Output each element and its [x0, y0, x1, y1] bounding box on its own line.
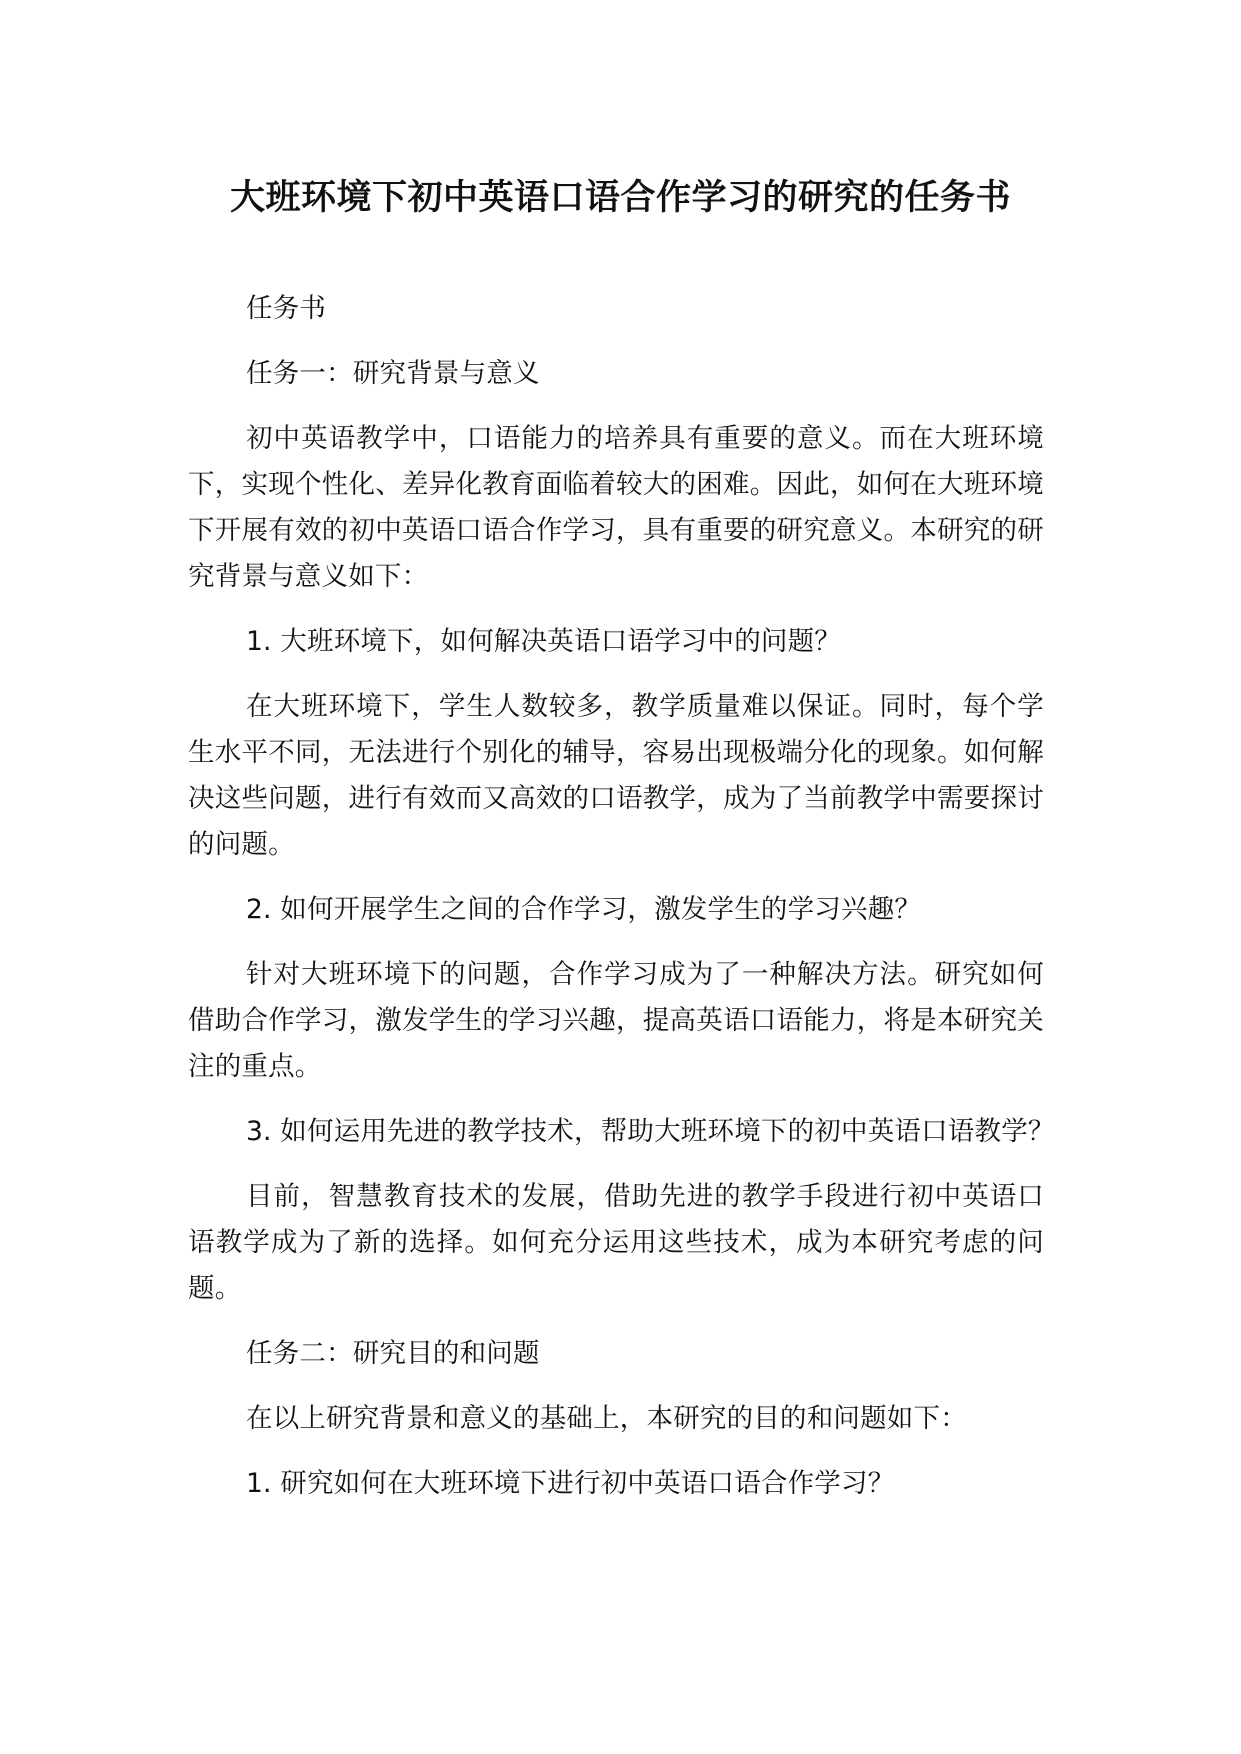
paragraph-heading-task-book: 任务书	[246, 293, 327, 324]
document-title: 大班环境下初中英语口语合作学习的研究的任务书	[229, 178, 1011, 218]
document-body	[188, 286, 1055, 1526]
paragraph-question-2: 2. 如何开展学生之间的合作学习，激发学生的学习兴趣？	[246, 894, 922, 925]
paragraph-objectives-intro: 在以上研究背景和意义的基础上，本研究的目的和问题如下：	[246, 1403, 967, 1434]
paragraph-heading-task-one: 任务一：研究背景与意义	[246, 358, 540, 389]
paragraph-heading-task-two: 任务二：研究目的和问题	[246, 1338, 540, 1369]
paragraph-question-3: 3. 如何运用先进的教学技术，帮助大班环境下的初中英语口语教学？	[246, 1116, 1055, 1147]
paragraph-objective-1: 1. 研究如何在大班环境下进行初中英语口语合作学习？	[246, 1468, 895, 1499]
paragraph-question-2-detail: 针对大班环境下的问题，合作学习成为了一种解决方法。研究如何借助合作学习，激发学生的学习兴趣，提高英语口语能力，将是本研究关注的重点。	[188, 959, 1044, 1082]
paragraph-question-1-detail: 在大班环境下，学生人数较多，教学质量难以保证。同时，每个学生水平不同，无法进行个别化的辅导，容易出现极端分化的现象。如何解决这些问题，进行有效而又高效的口语教学，成为了当前教学中需要探讨的问题。	[188, 691, 1044, 860]
paragraph-question-1: 1. 大班环境下，如何解决英语口语学习中的问题？	[246, 626, 842, 657]
paragraph-question-3-detail: 目前，智慧教育技术的发展，借助先进的教学手段进行初中英语口语教学成为了新的选择。如何充分运用这些技术，成为本研究考虑的问题。	[188, 1181, 1044, 1304]
paragraph-background-intro: 初中英语教学中，口语能力的培养具有重要的意义。而在大班环境下，实现个性化、差异化教育面临着较大的困难。因此，如何在大班环境下开展有效的初中英语口语合作学习，具有重要的研究意义。本研究的研究背景与意义如下：	[188, 423, 1044, 592]
